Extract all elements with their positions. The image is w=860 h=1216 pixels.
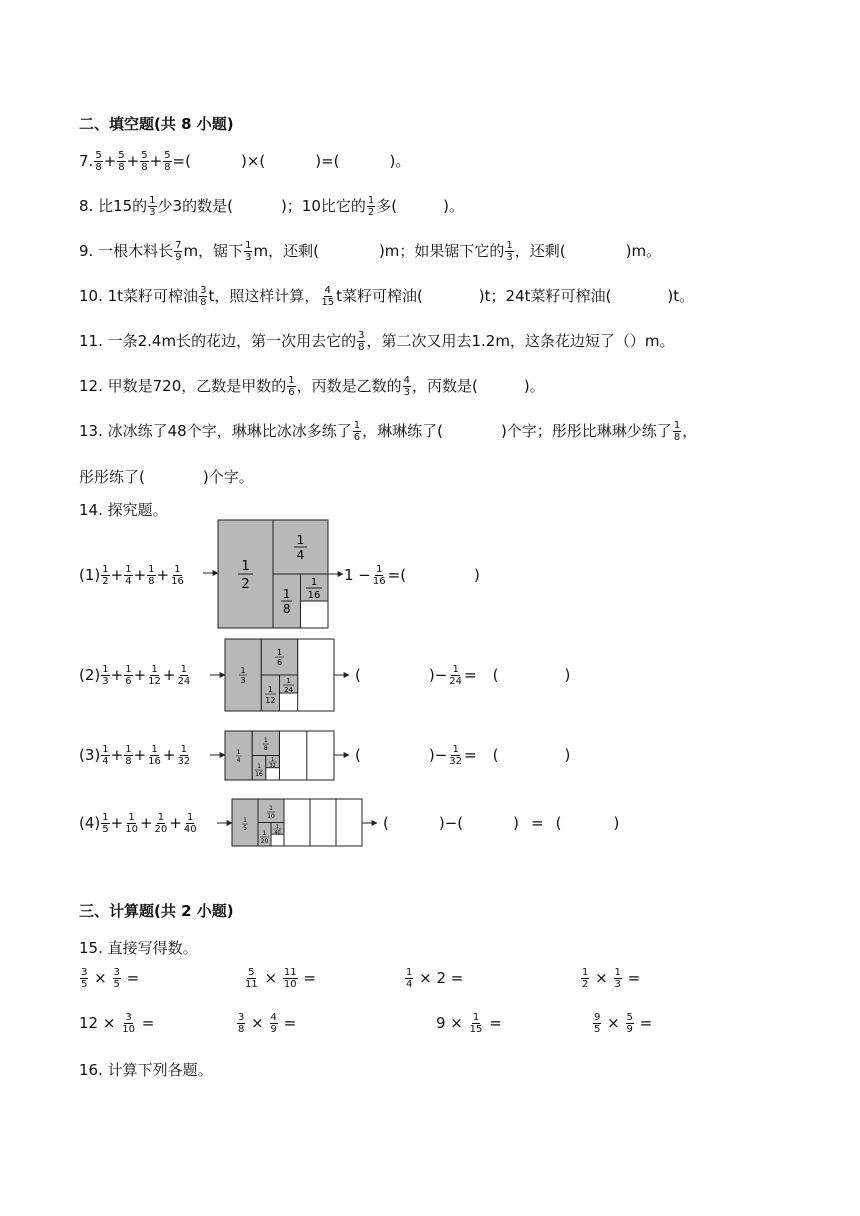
question-14-title: 14. 探究题。 [79, 501, 168, 519]
svg-text:1: 1 [262, 830, 267, 837]
svg-text:1: 1 [236, 749, 241, 756]
explore-row-4-result: ( )−( ) = ( ) [383, 814, 620, 832]
svg-text:1: 1 [296, 533, 305, 547]
diagram-4 [217, 799, 377, 846]
calc-item: $\frac{5}{11}$ × $\frac{11}{10}$ = [245, 967, 316, 990]
svg-text:12: 12 [265, 696, 276, 705]
explore-row-2-result: ( )− $\frac{1}{24}$ = ( ) [355, 664, 571, 687]
label-b1-n: 1 [241, 559, 250, 574]
calc-item: $\frac{3}{8}$ × $\frac{4}{9}$ = [238, 1012, 297, 1035]
question-10: 10. 1t菜籽可榨油 $\frac{3}{8}$ t，照这样计算， $\frac{4}{15}$ t菜籽可榨油( )t；24t菜籽可榨油( )t。 [79, 285, 695, 308]
svg-text:32: 32 [269, 763, 276, 769]
calc-item: $\frac{1}{4}$ × 2 = [406, 967, 464, 990]
svg-text:1: 1 [269, 805, 273, 812]
svg-text:2: 2 [241, 577, 250, 592]
svg-text:1: 1 [243, 817, 247, 824]
explore-row-3-expression: (3) $\frac{1}{4}$ + $\frac{1}{8}$ + $\frac{1}{16}$ + $\frac{1}{32}$ [79, 744, 191, 767]
svg-text:10: 10 [267, 813, 275, 820]
explore-row-1-result: 1 − $\frac{1}{16}$ =( ) [344, 564, 480, 587]
svg-text:1: 1 [276, 648, 283, 657]
svg-text:1: 1 [263, 737, 268, 744]
svg-text:20: 20 [260, 838, 269, 845]
question-15-title: 15. 直接写得数。 [79, 939, 198, 957]
fraction: $\frac{5}{8}$ [164, 150, 171, 173]
svg-text:5: 5 [243, 825, 247, 832]
question-9: 9. 一根木料长 $\frac{7}{9}$ m，锯下 $\frac{1}{3}$ m，还剩( )m；如果锯下它的 $\frac{1}{3}$ ，还剩( )m。 [79, 240, 662, 263]
question-11: 11. 一条2.4m长的花边，第一次用去它的 $\frac{3}{8}$ ，第二次又用去1.2m，这条花边短了（）m。 [79, 330, 675, 353]
calc-item: $\frac{9}{5}$ × $\frac{5}{9}$ = [594, 1012, 653, 1035]
svg-text:8: 8 [263, 745, 268, 752]
svg-text:16: 16 [307, 590, 321, 601]
svg-text:1: 1 [282, 587, 291, 601]
question-16-title: 16. 计算下列各题。 [79, 1061, 213, 1079]
question-12: 12. 甲数是720，乙数是甲数的 $\frac{1}{6}$ ，丙数是乙数的 $\frac{4}{3}$ ，丙数是( )。 [79, 375, 545, 398]
question-13-continued: 彤彤练了( )个字。 [79, 468, 254, 486]
diagram-3 [210, 731, 349, 780]
svg-text:1: 1 [267, 685, 273, 694]
section-2-title: 二、填空题(共 8 小题) [79, 115, 234, 133]
svg-text:4: 4 [236, 757, 241, 764]
fraction: $\frac{5}{8}$ [95, 150, 102, 173]
calc-item: 9 × $\frac{1}{15}$ = [436, 1012, 502, 1035]
diagram-2 [210, 639, 349, 711]
question-13: 13. 冰冰练了48个字，琳琳比冰冰多练了 $\frac{1}{6}$ ，琳琳练了( )个字；彤彤比琳琳少练了 $\frac{1}{8}$ ， [79, 420, 698, 443]
calc-item: 12 × $\frac{3}{10}$ = [79, 1012, 155, 1035]
calc-item: $\frac{3}{5}$ × $\frac{3}{5}$ = [81, 967, 140, 990]
explore-row-2-expression: (2) $\frac{1}{3}$ + $\frac{1}{6}$ + $\frac{1}{12}$ + $\frac{1}{24}$ [79, 664, 191, 687]
svg-text:40: 40 [274, 830, 281, 836]
svg-text:6: 6 [276, 658, 283, 667]
svg-text:24: 24 [284, 686, 294, 694]
section-3-title: 三、计算题(共 2 小题) [79, 902, 234, 920]
svg-text:1: 1 [286, 677, 291, 685]
fraction: $\frac{5}{8}$ [118, 150, 125, 173]
svg-text:8: 8 [282, 602, 291, 616]
calc-item: $\frac{1}{2}$ × $\frac{1}{3}$ = [582, 967, 641, 990]
svg-text:1: 1 [257, 763, 261, 770]
explore-row-1-expression: (1) $\frac{1}{2}$ + $\frac{1}{4}$ + $\frac{1}{8}$ + $\frac{1}{16}$ [79, 564, 184, 587]
explore-row-4-expression: (4) $\frac{1}{5}$ + $\frac{1}{10}$ + $\frac{1}{20}$ + $\frac{1}{40}$ [79, 812, 197, 835]
fraction: $\frac{5}{8}$ [141, 150, 148, 173]
diagram-1 [203, 520, 343, 628]
svg-text:1: 1 [240, 666, 246, 675]
svg-text:1: 1 [275, 824, 280, 830]
svg-text:16: 16 [255, 771, 263, 778]
explore-row-3-result: ( )− $\frac{1}{32}$ = ( ) [355, 744, 571, 767]
question-7: 7. $\frac{5}{8}$ + $\frac{5}{8}$ + $\frac{5}{8}$ + $\frac{5}{8}$ =( )×( )=( )。 [79, 150, 411, 173]
svg-text:1: 1 [310, 577, 318, 588]
svg-text:1: 1 [271, 757, 275, 763]
question-8: 8. 比15的 $\frac{1}{3}$ 少3的数是( )；10比它的 $\frac{1}{2}$ 多( )。 [79, 195, 464, 218]
svg-text:3: 3 [240, 676, 246, 685]
svg-text:4: 4 [296, 548, 305, 562]
